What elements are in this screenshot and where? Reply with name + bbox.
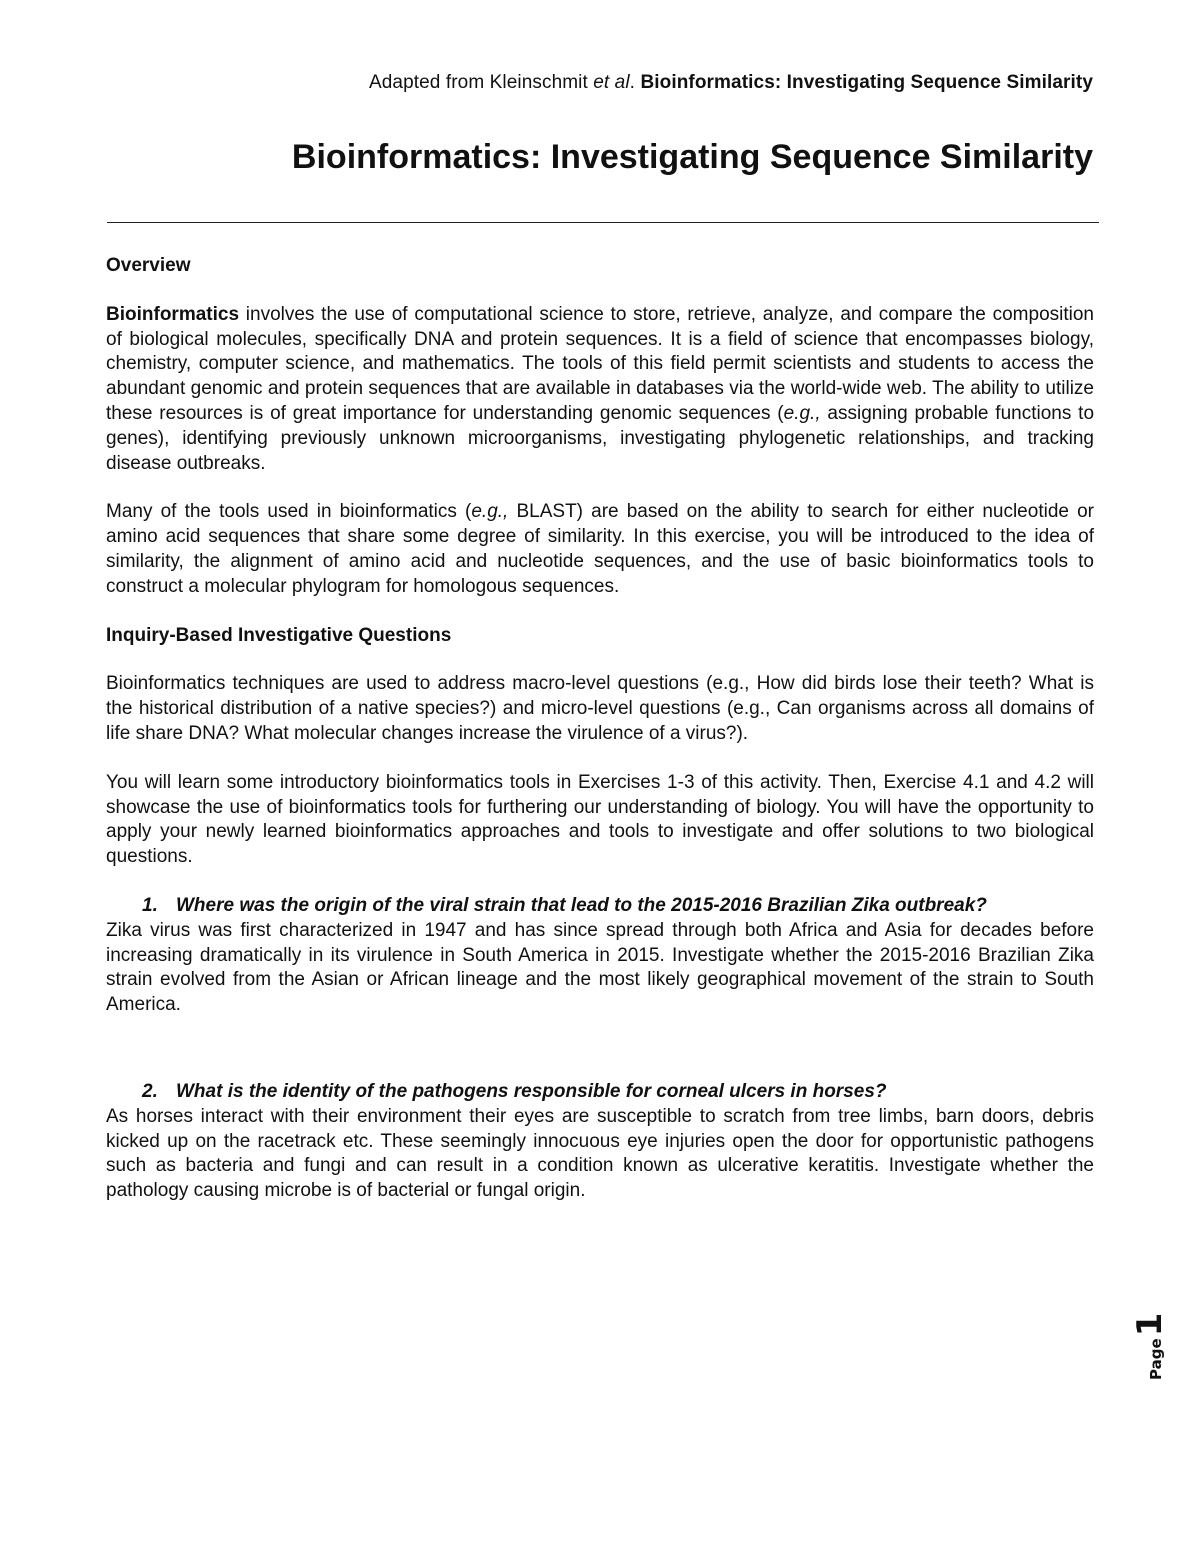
overview-bold-term: Bioinformatics (106, 303, 240, 325)
inquiry-paragraph-2: You will learn some introductory bioinformatics tools in Exercises 1-3 of this activity. Then, Exercise 4.1 and 4.2 will showcase the use of bioinformatics tools for furthering our understanding of biology. You will have the opportunity to apply your newly learned bioinformatics approaches and tools to investigate and offer solutions to two biological questions. (106, 771, 1094, 868)
overview-heading: Overview (106, 255, 191, 276)
overview-p1-text-b: assigning probable functions to genes), identifying previously unknown microorganisms, investigating phylogenetic relationships, and tracking disease outbreaks. (106, 402, 1095, 474)
header-etal: et al (593, 72, 630, 93)
question-2-number: 2. (142, 1080, 158, 1102)
overview-p2-text-a: Many of the tools used in bioinformatics ( (106, 501, 472, 523)
page-number: 1 (1130, 1312, 1170, 1337)
question-1-body: Zika virus was first characterized in 1947 and has since spread through both Africa and Asia for decades before increasing dramatically in its virulence in South America in 2015. Investigate whether the 2015-2016 Brazilian Zika strain evolved from the Asian or African lineage and the most likely geographical movement of the strain to South America. (106, 919, 1094, 1016)
question-1 (106, 894, 1094, 919)
overview-p2-eg: e.g., (471, 501, 509, 523)
document-body (106, 254, 1094, 1204)
header-prefix: Adapted from Kleinschmit (368, 72, 594, 93)
question-2 (106, 1080, 1094, 1105)
document-title: Bioinformatics: Investigating Sequence Similarity (291, 138, 1093, 176)
inquiry-paragraph-1: Bioinformatics techniques are used to address macro-level questions (e.g., How did birds lose their teeth? What is the historical distribution of a native species?) and micro-level questions (e.g., Can organisms across all domains of life share DNA? What molecular changes increase the virulence of a virus?). (106, 673, 1094, 744)
header-title: Bioinformatics: Investigating Sequence Similarity (640, 72, 1093, 93)
question-2-body: As horses interact with their environment their eyes are susceptible to scratch from tree limbs, barn doors, debris kicked up on the racetrack etc. These seemingly innocuous eye injuries open the door for opportunistic pathogens such as bacteria and fungi and can result in a condition known as ulcerative keratitis. Investigate whether the pathology causing microbe is of bacterial or fungal origin. (106, 1105, 1094, 1202)
question-1-number: 1. (142, 894, 158, 916)
inquiry-heading: Inquiry-Based Investigative Questions (106, 624, 452, 646)
question-2-text: What is the identity of the pathogens responsible for corneal ulcers in horses? (176, 1080, 887, 1102)
page-word: Page (1147, 1338, 1165, 1380)
title-divider (107, 222, 1099, 223)
overview-paragraph-2 (106, 500, 1094, 599)
question-1-text: Where was the origin of the viral strain that lead to the 2015-2016 Brazilian Zika outbreak? (176, 894, 987, 916)
running-header (369, 72, 1093, 94)
overview-p1-eg: e.g., (783, 402, 821, 424)
overview-p2-text-b: BLAST) are based on the ability to search for either nucleotide or amino acid sequences that share some degree of similarity. In this exercise, you will be introduced to the idea of similarity, the alignment of amino acid and nucleotide sequences, and the use of basic bioinformatics tools to construct a molecular phylogram for homologous sequences. (106, 501, 1094, 597)
overview-p1-text-a: involves the use of computational science to store, retrieve, analyze, and compare the composition of biological molecules, specifically DNA and protein sequences. It is a field of science that encompasses biology, chemistry, computer science, and mathematics. The tools of this field permit scientists and students to access the abundant genomic and protein sequences that are available in databases via the world-wide web. The ability to utilize these resources is of great importance for understanding genomic sequences ( (106, 303, 1094, 424)
page-number-label (1130, 1313, 1170, 1380)
header-dot: . (629, 72, 641, 93)
overview-paragraph-1 (106, 303, 1094, 477)
